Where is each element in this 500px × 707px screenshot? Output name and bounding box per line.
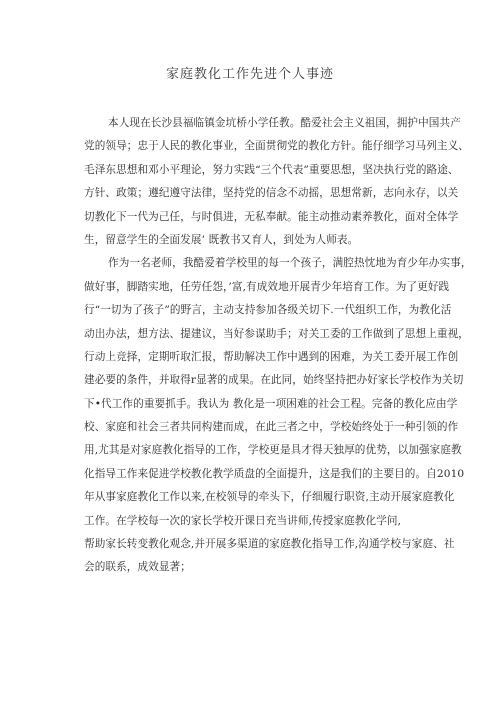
paragraph-line: 会的联系，成效显著； — [84, 561, 191, 574]
paragraph-line: 帮助家长转变教化观念,并开展多渠道的家庭教化指导工作,沟通学校与家庭、社 — [84, 538, 455, 551]
paragraph-line: 生，留意学生的全面发展’ 既教书又育人，到处为人师表。 — [84, 233, 359, 246]
paragraph-line: 作为一名老师，我酷爱着学校里的每一个孩子，满腔热忱地为育少年办实事， — [108, 257, 472, 270]
paragraph-line: 年从事家庭教化工作以来,在校领导的牵头下，仔细履行职资,主动开展家庭教化 — [84, 491, 455, 504]
paragraph-line: 行“一切为了孩子”的野言，主动支持参加各级关切下.一代组织工作，为教化活 — [84, 304, 452, 317]
paragraph-line: 化指导工作来促进学校教化教学质盘的全面提升，这是我们的主要目的。自2010 — [84, 467, 465, 480]
paragraph-line: 校、家庭和社会三者共同构建而成，在此三者之中，学校始终处于一种引领的作 — [84, 421, 459, 434]
paragraph-line: 做好事，脚踏实地，任劳任怨，’富,有成效地开展青少年培育工作。为了更好践 — [84, 280, 450, 293]
paragraph-line: 切教化下一代为己任，与时俱进，无私奉献。能主动推动素养教化，面对全体学 — [84, 210, 459, 223]
paragraph-line: 动出办法，想方法、提建议，当好参谋助手；对关工委的工作做到了思想上重视， — [84, 327, 469, 340]
paragraph-line: 毛泽东思想和邓小平理论，努力实践“三个代表”重要思想，坚决执行党的路途、 — [84, 163, 459, 176]
paragraph-line: 行动上竞择，定期听取汇报，帮助解决工作中遇到的困难，为关工委开展工作创 — [84, 350, 459, 363]
paragraph-line: 党的领导；忠于人民的教化事业，全面贯彻党的教化方针。能仔细学习马列主义、 — [84, 140, 469, 153]
paragraph-line: 下•代工作的重要抓手。我认为 教化是一项困难的社会工程。完备的教化应由学 — [84, 397, 458, 410]
paragraph-line: 用,尤其是对家庭教化指导的工作，学校更是具才得天独厚的优势，以加强家庭教 — [84, 444, 462, 457]
document-body — [84, 112, 472, 580]
paragraph-line: 本人现在长沙县福临镇金坑桥小学任教。酷爱社会主义祖国，拥护中国共产 — [108, 117, 461, 129]
paragraph-line: 方针、政策；遵纪遵守法律，坚持党的信念不动摇，思想常新，志向永存，以关 — [84, 187, 459, 200]
document-title: 家庭教化工作先进个人事迹 — [165, 67, 334, 82]
paragraph-line: 工作。在学校每一次的家长学校开课日充当讲师,传授家庭教化学问, — [84, 514, 402, 527]
paragraph-line: 建必要的条件，并取得r显著的成果。在此同，始终坚持把办好家长学校作为关切 — [84, 374, 464, 387]
